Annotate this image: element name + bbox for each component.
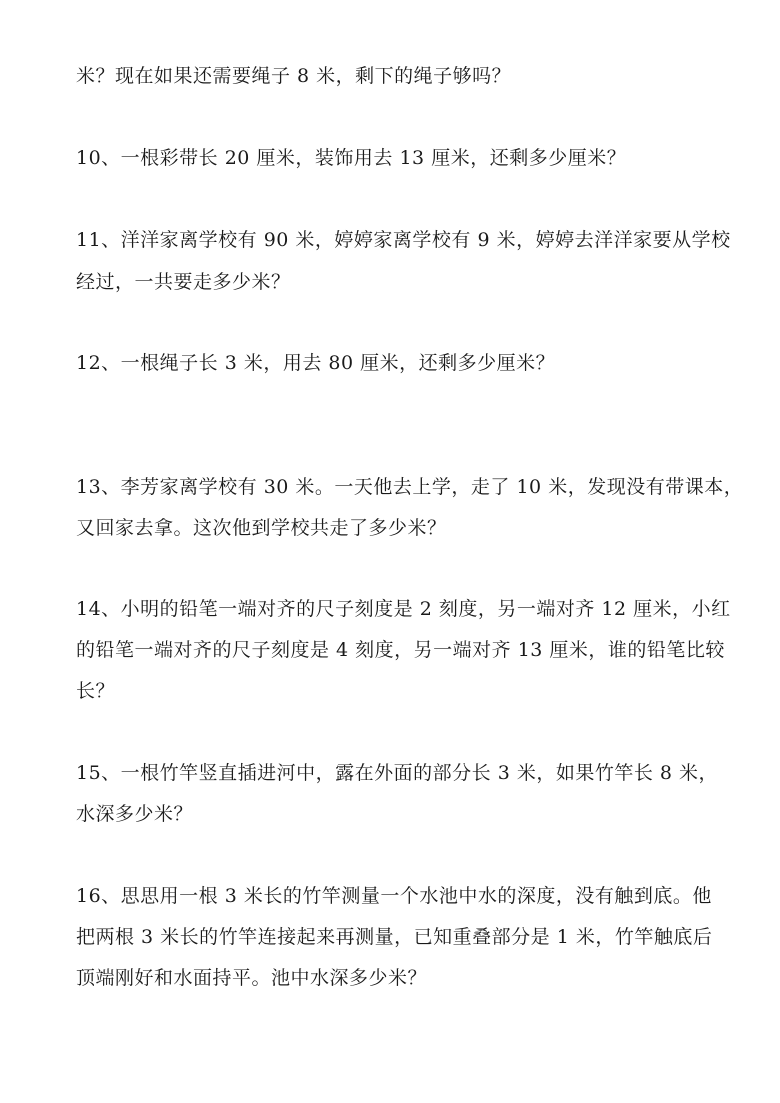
problem-14-line-2: 的铅笔一端对齐的尺子刻度是 4 刻度，另一端对齐 13 厘米，谁的铅笔比较 [76,639,725,661]
problem-13-line-2: 又回家去拿。这次他到学校共走了多少米？ [76,517,447,539]
problem-16-line-2: 把两根 3 米长的竹竿连接起来再测量，已知重叠部分是 1 米，竹竿触底后 [76,926,713,948]
problem-10-line-1: 10、一根彩带长 20 厘米，装饰用去 13 厘米，还剩多少厘米？ [76,147,627,169]
problem-16-line-3: 顶端刚好和水面持平。池中水深多少米？ [76,967,428,989]
problem-15-line-2: 水深多少米？ [76,803,194,825]
problem-16-line-1: 16、思思用一根 3 米长的竹竿测量一个水池中水的深度，没有触到底。他 [76,885,712,907]
problem-14-line-1: 14、小明的铅笔一端对齐的尺子刻度是 2 刻度，另一端对齐 12 厘米，小红 [76,598,731,620]
problem-15-line-1: 15、一根竹竿竖直插进河中，露在外面的部分长 3 米，如果竹竿长 8 米， [76,762,719,784]
problem-9-line-2: 米？现在如果还需要绳子 8 米，剩下的绳子够吗？ [76,65,512,87]
problem-11-line-2: 经过，一共要走多少米？ [76,271,291,293]
problem-13-line-1: 13、李芳家离学校有 30 米。一天他去上学，走了 10 米，发现没有带课本， [76,476,744,498]
problem-11-line-1: 11、洋洋家离学校有 90 米，婷婷家离学校有 9 米，婷婷去洋洋家要从学校 [76,229,731,251]
problem-14-line-3: 长？ [76,680,116,702]
problem-12-line-1: 12、一根绳子长 3 米，用去 80 厘米，还剩多少厘米？ [76,352,556,374]
